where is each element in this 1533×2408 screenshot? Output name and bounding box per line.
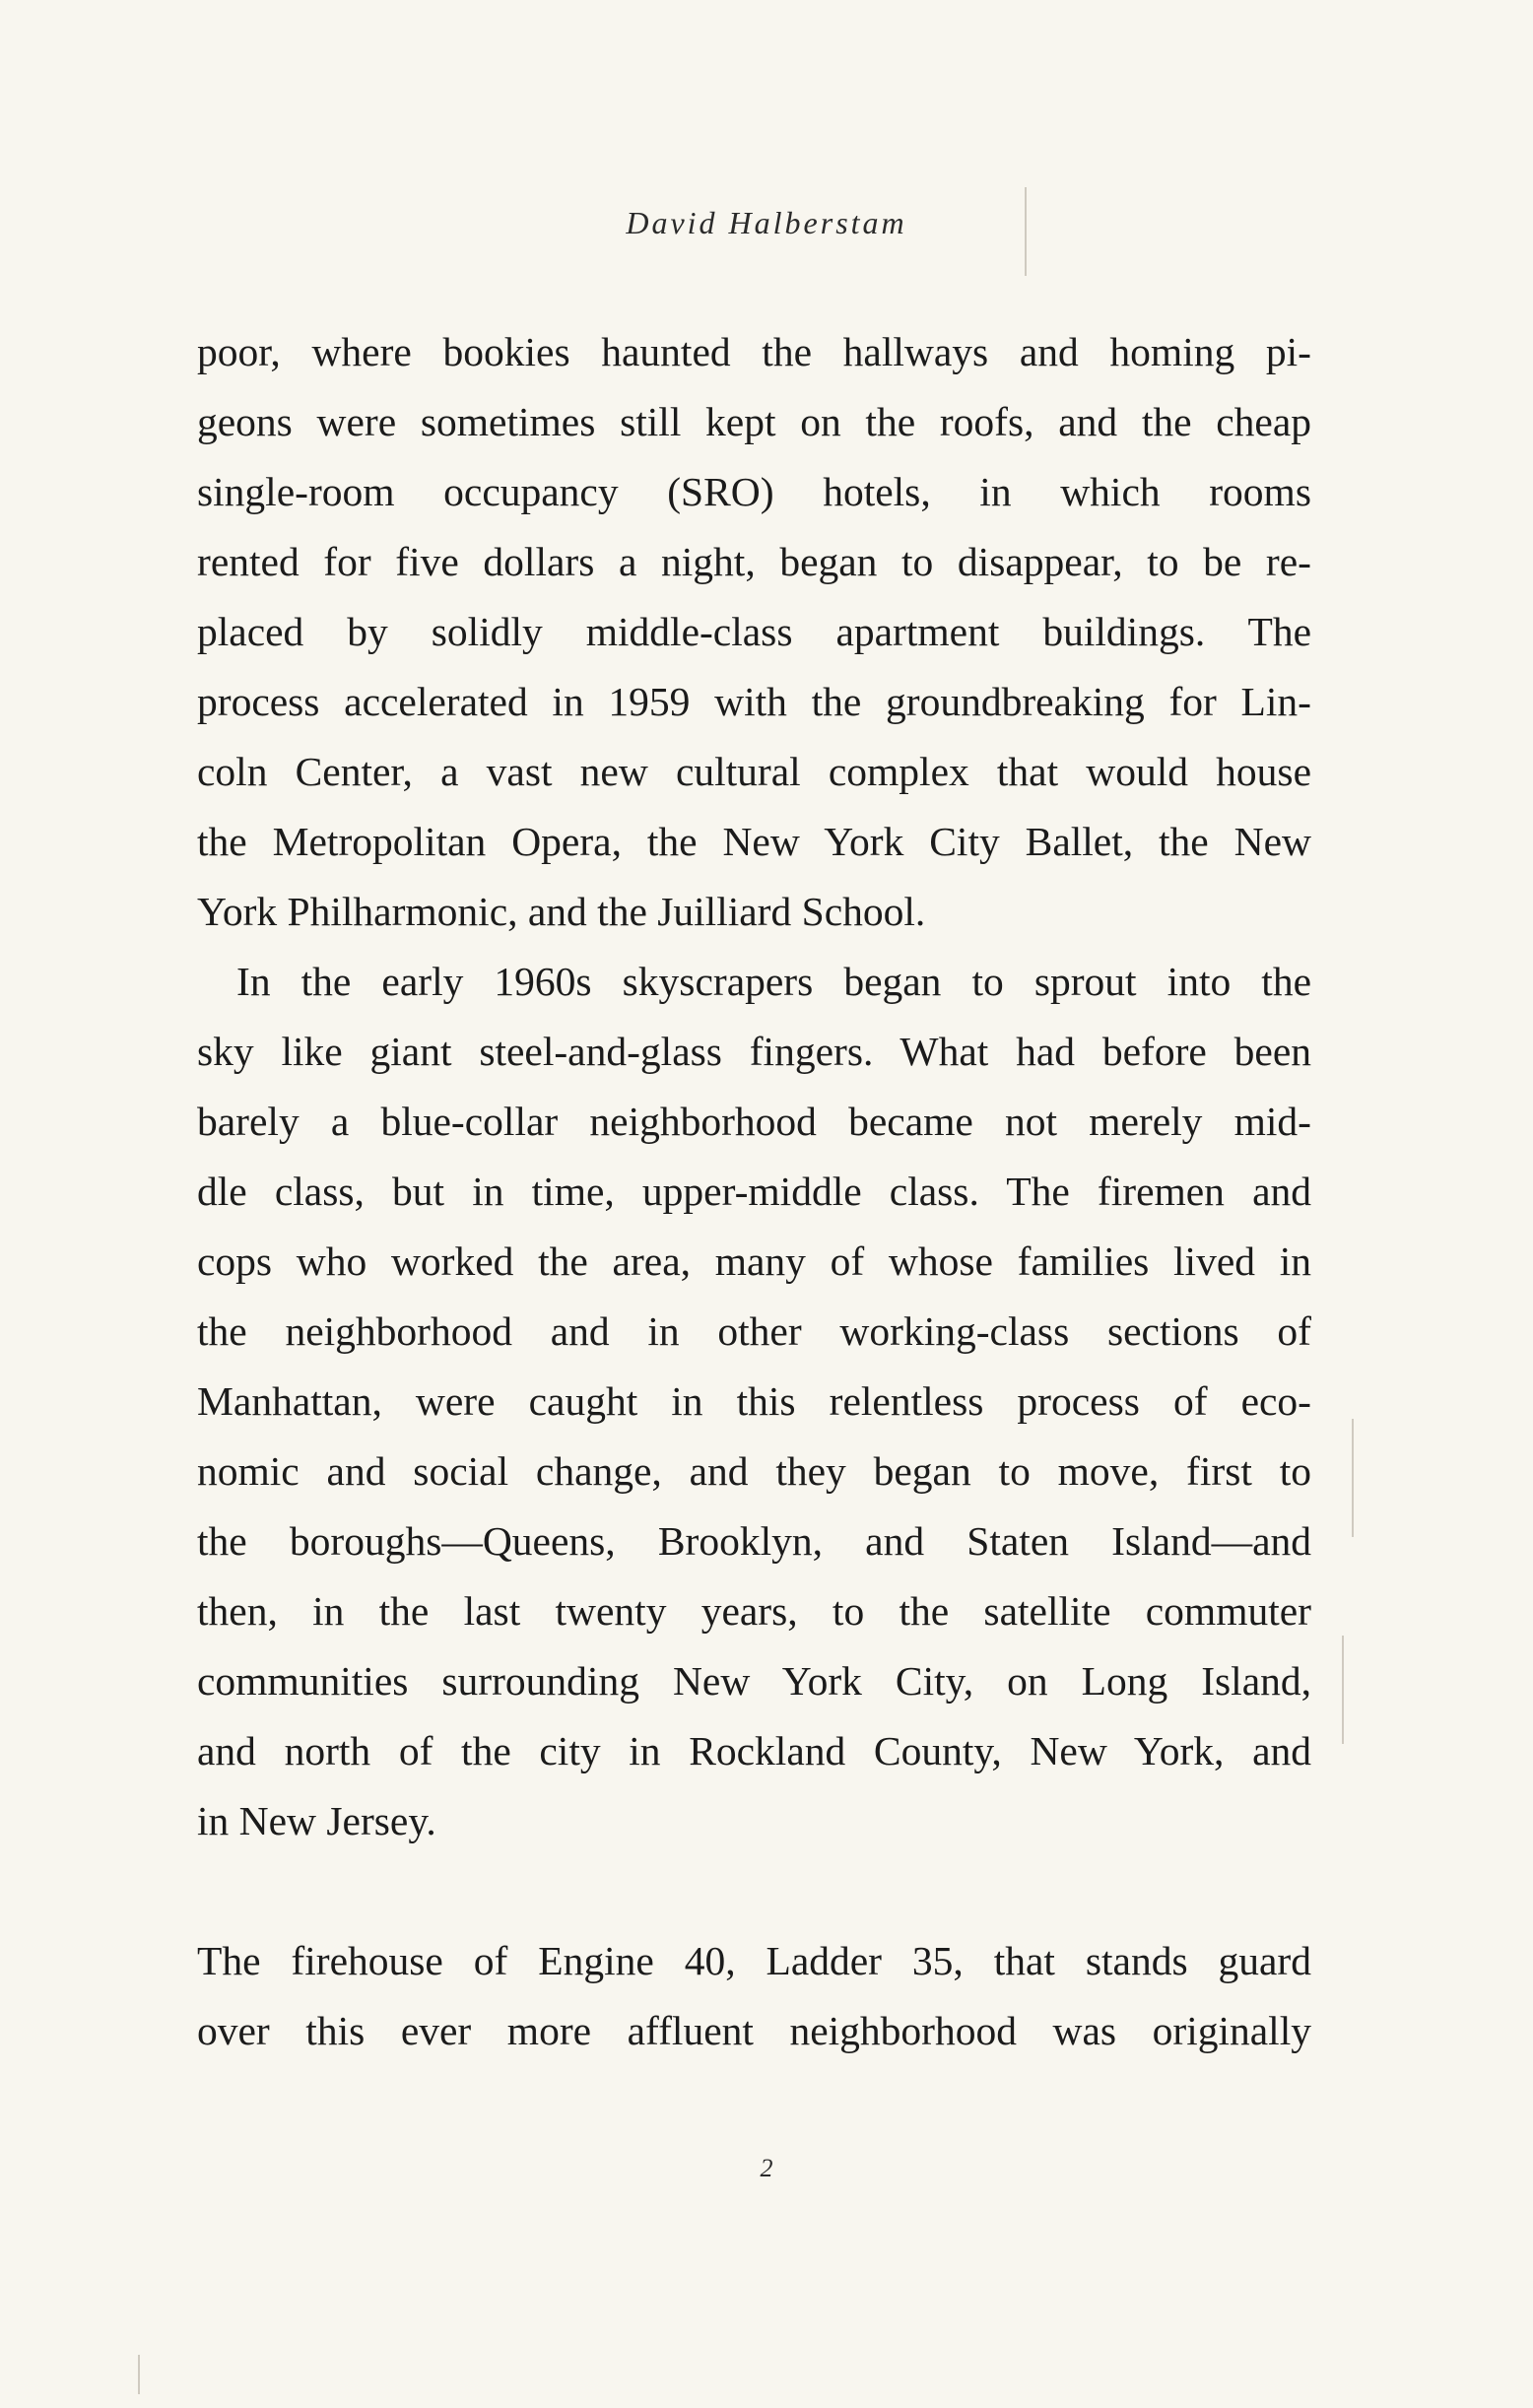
page-number: 2: [760, 2154, 773, 2182]
text-line: single-room occupancy (SRO) hotels, in which rooms: [197, 469, 1311, 514]
paragraph-1: [197, 317, 1311, 947]
text-line: coln Center, a vast new cultural complex that would house: [197, 749, 1311, 794]
text-line: York Philharmonic, and the Juilliard School.: [197, 889, 926, 934]
text-line: over this ever more affluent neighborhood was originally: [197, 2008, 1311, 2053]
text-line: geons were sometimes still kept on the roofs, and the cheap: [197, 399, 1311, 444]
paragraph-2: [197, 947, 1311, 1856]
scan-artifact: [1025, 187, 1027, 276]
text-line: sky like giant steel-and-glass fingers. What had before been: [197, 1029, 1311, 1074]
text-line: the Metropolitan Opera, the New York City Ballet, the New: [197, 819, 1311, 864]
text-line: process accelerated in 1959 with the groundbreaking for Lin-: [197, 679, 1311, 724]
text-line: placed by solidly middle-class apartment buildings. The: [197, 609, 1311, 654]
text-line: then, in the last twenty years, to the satellite commuter: [197, 1588, 1311, 1634]
text-line: the neighborhood and in other working-class sections of: [197, 1308, 1311, 1354]
paragraph-3: [197, 1926, 1311, 2066]
scan-artifact: [1352, 1419, 1354, 1537]
text-line: The firehouse of Engine 40, Ladder 35, that stands guard: [197, 1938, 1311, 1983]
text-line: dle class, but in time, upper-middle class. The firemen and: [197, 1169, 1311, 1214]
text-line: barely a blue-collar neighborhood became not merely mid-: [197, 1099, 1311, 1144]
text-line: poor, where bookies haunted the hallways and homing pi-: [197, 329, 1311, 374]
text-line: Manhattan, were caught in this relentless process of eco-: [197, 1378, 1311, 1424]
text-line: in New Jersey.: [197, 1798, 436, 1843]
scan-artifact: [1342, 1636, 1344, 1744]
text-line: cops who worked the area, many of whose families lived in: [197, 1238, 1311, 1284]
running-head: David Halberstam: [626, 205, 907, 240]
text-line: rented for five dollars a night, began to disappear, to be re-: [197, 539, 1311, 584]
text-line: the boroughs—Queens, Brooklyn, and Staten Island—and: [197, 1518, 1311, 1564]
text-line: communities surrounding New York City, on Long Island,: [197, 1658, 1311, 1704]
scan-artifact: [138, 2355, 140, 2394]
text-line: In the early 1960s skyscrapers began to sprout into the: [236, 959, 1311, 1004]
text-line: and north of the city in Rockland County, New York, and: [197, 1728, 1311, 1773]
text-line: nomic and social change, and they began to move, first to: [197, 1448, 1311, 1494]
